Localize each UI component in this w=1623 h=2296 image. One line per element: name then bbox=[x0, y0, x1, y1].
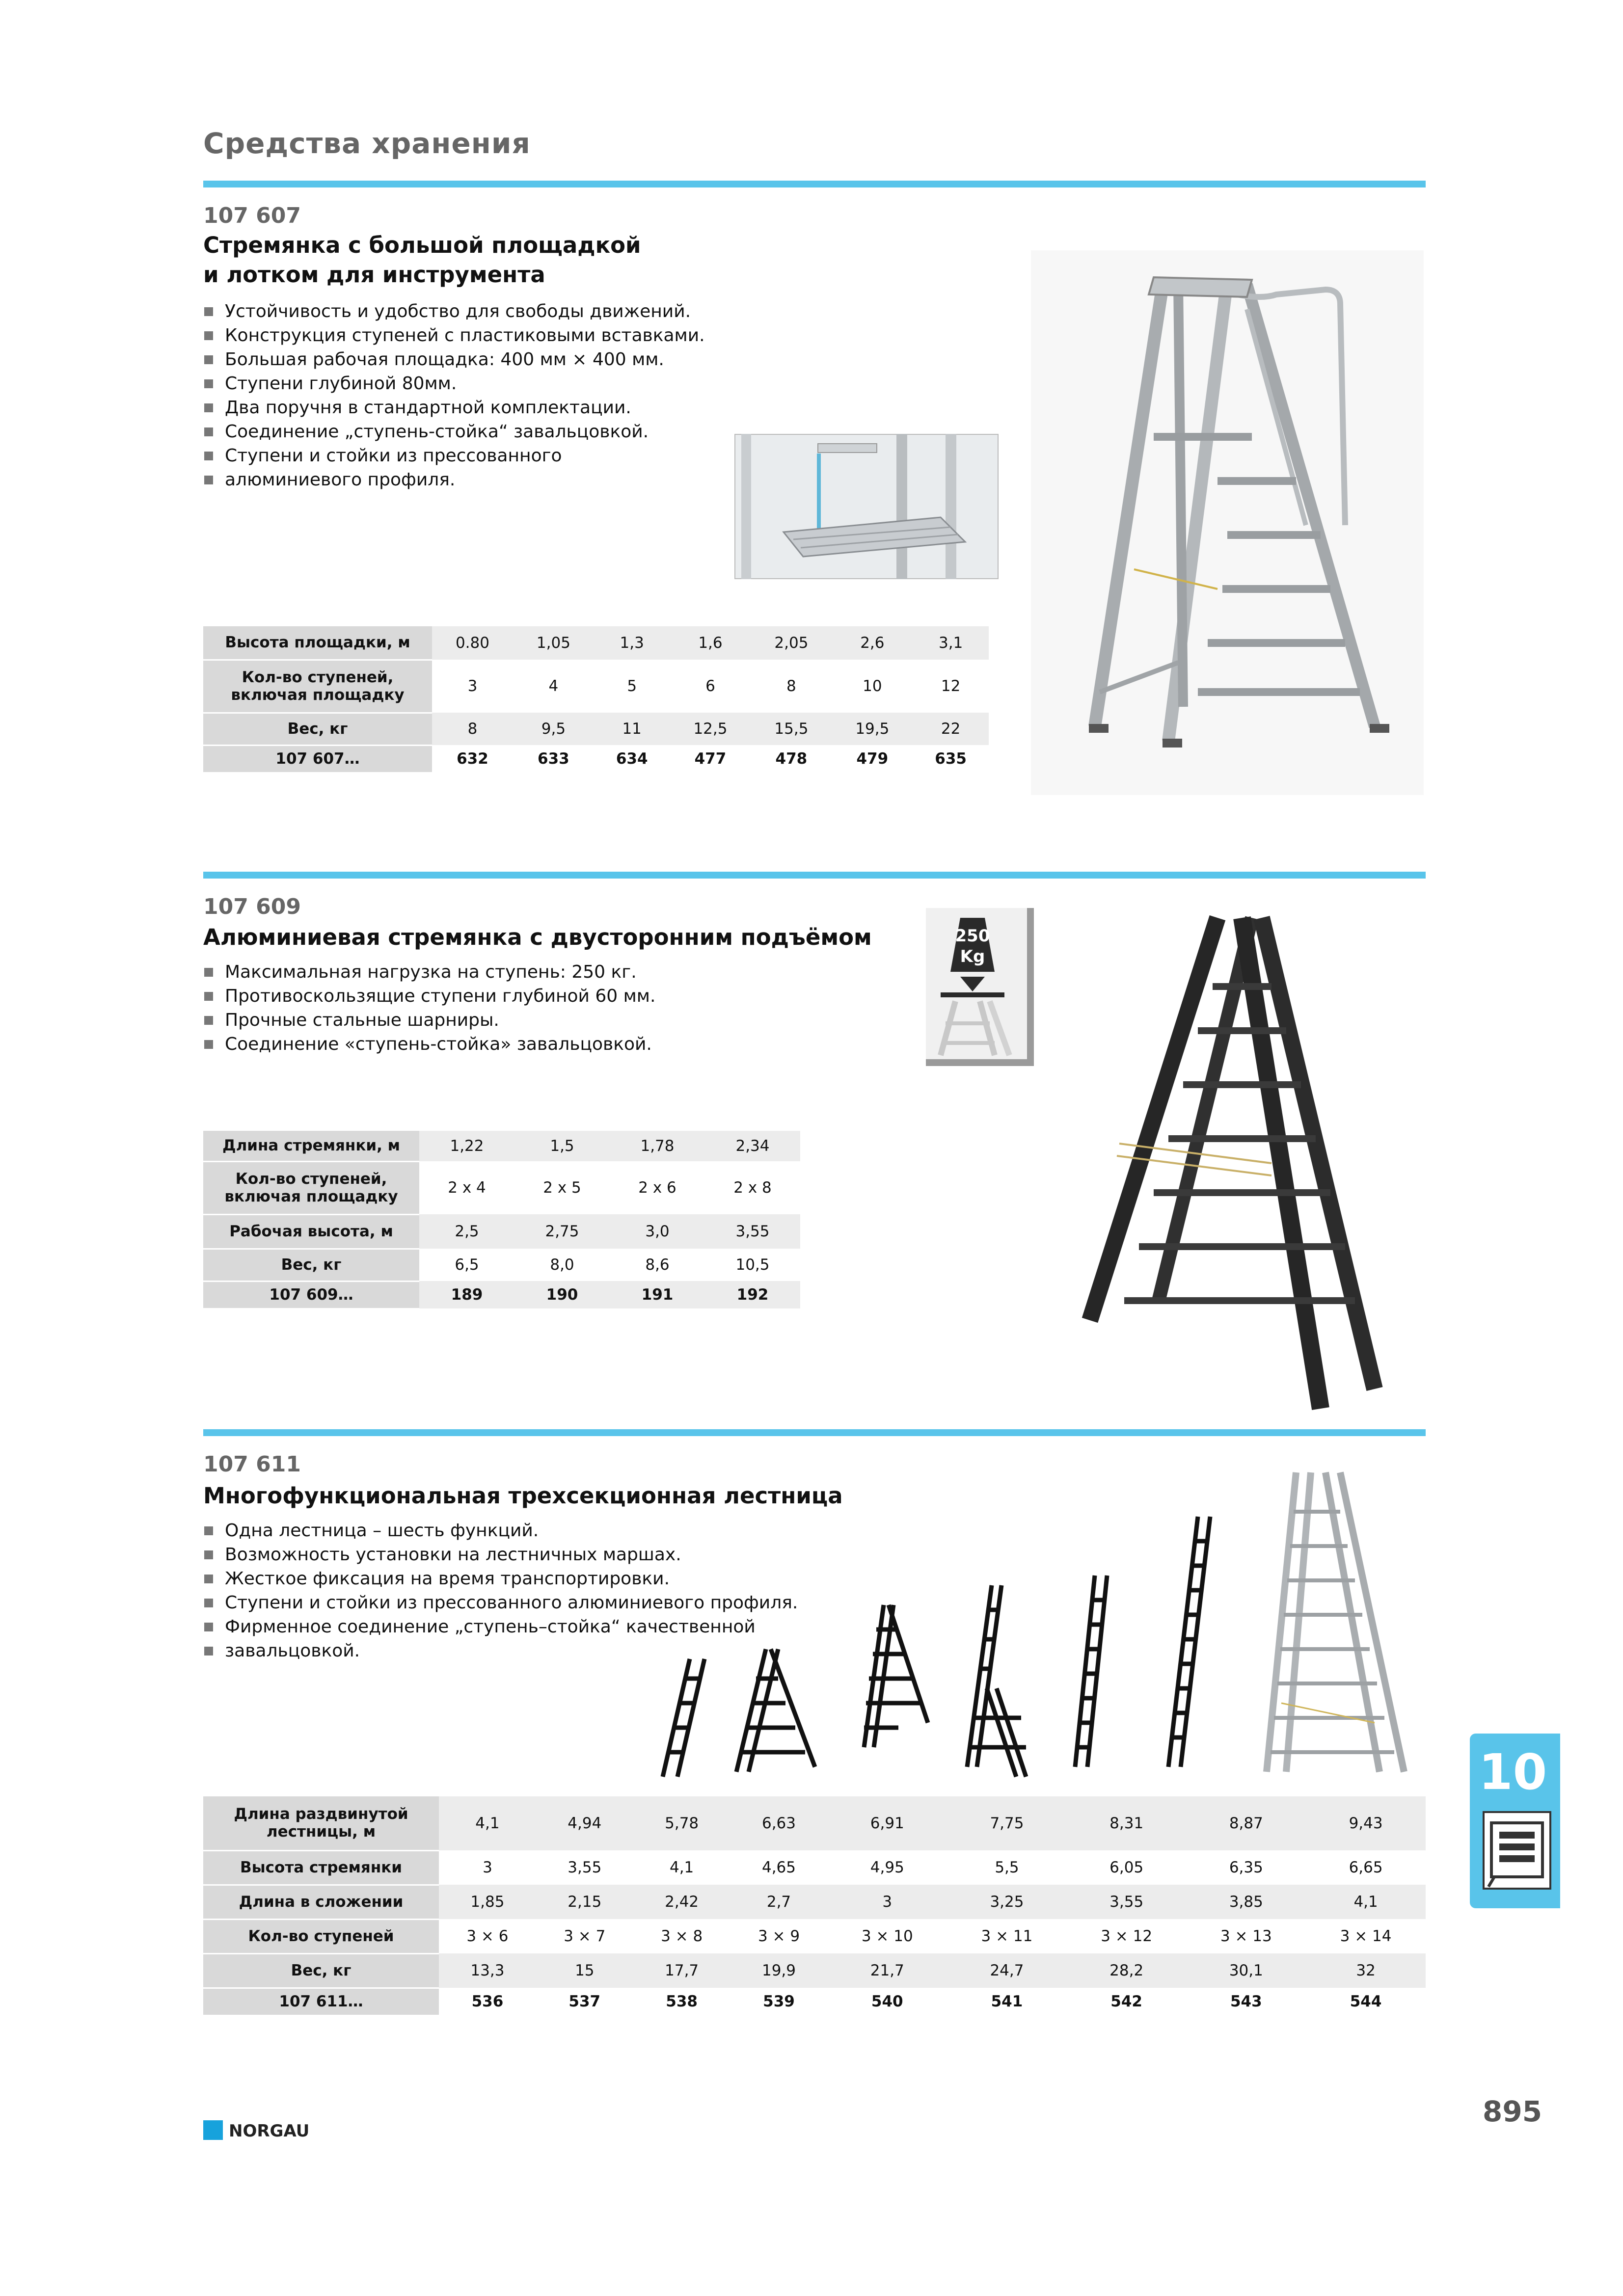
feature-list bbox=[203, 960, 891, 1056]
table-row bbox=[203, 745, 989, 773]
table-row bbox=[203, 1161, 800, 1214]
table-cell: 19,9 bbox=[730, 1953, 828, 1988]
platform-ladder-photo bbox=[1031, 250, 1424, 795]
table-cell: 4 bbox=[548, 677, 559, 695]
table-cell: 32 bbox=[1306, 1953, 1426, 1988]
table-cell: 3,55 bbox=[568, 1859, 602, 1876]
table-cell: 1,05 bbox=[513, 626, 594, 660]
product-code: 107 611 bbox=[203, 1452, 301, 1477]
double-sided-ladder-photo bbox=[1055, 908, 1409, 1423]
badge-unit-text: Kg bbox=[960, 947, 985, 966]
row-header: Длина стремянки, м bbox=[203, 1131, 419, 1161]
table-cell: 10,5 bbox=[735, 1256, 770, 1274]
row-header: Рабочая высота, м bbox=[203, 1214, 419, 1249]
page-title: Средства хранения bbox=[203, 127, 531, 160]
table-cell: 633 bbox=[538, 750, 569, 768]
table-cell: 632 bbox=[457, 750, 488, 768]
brand-logo-square bbox=[203, 2120, 223, 2140]
product-code: 107 609 bbox=[203, 894, 301, 919]
table-row bbox=[203, 1214, 800, 1249]
table-cell: 6,91 bbox=[827, 1796, 947, 1850]
product-title-line: и лотком для инструмента bbox=[203, 262, 545, 288]
table-cell: 3,1 bbox=[913, 626, 989, 660]
table-cell: 2,34 bbox=[705, 1131, 800, 1161]
row-header: Кол-во ступеней, включая площадку bbox=[203, 660, 432, 713]
chapter-tab[interactable] bbox=[1470, 1734, 1560, 1908]
ladder-functions-illustration bbox=[653, 1502, 1242, 1787]
table-cell: 8 bbox=[432, 713, 513, 745]
row-header: 107 611… bbox=[203, 1988, 439, 2015]
table-cell: 2,7 bbox=[730, 1885, 828, 1919]
row-header: 107 607… bbox=[203, 745, 432, 773]
table-cell: 2,15 bbox=[536, 1885, 633, 1919]
feature-item: Соединение «ступень-стойка» завальцовкой. bbox=[203, 1032, 891, 1056]
table-cell: 189 bbox=[419, 1281, 514, 1308]
table-cell: 8,87 bbox=[1187, 1796, 1306, 1850]
table-cell: 3,0 bbox=[610, 1214, 705, 1249]
table-row bbox=[203, 1850, 1426, 1885]
table-cell: 6 bbox=[705, 677, 715, 695]
table-cell: 8,31 bbox=[1067, 1796, 1187, 1850]
table-cell: 3 × 11 bbox=[981, 1927, 1033, 1945]
feature-item: Жесткое фиксация на время транспортировки. bbox=[203, 1567, 891, 1591]
feature-item: завальцовкой. bbox=[203, 1639, 891, 1663]
feature-item: Противоскользящие ступени глубиной 60 мм. bbox=[203, 984, 891, 1008]
feature-item: Фирменное соединение „ступень–стойка“ качественной bbox=[203, 1615, 891, 1639]
product-code: 107 607 bbox=[203, 203, 301, 228]
storage-cabinet-icon bbox=[1483, 1811, 1551, 1890]
table-cell: 10 bbox=[863, 677, 882, 695]
table-cell: 13,3 bbox=[439, 1953, 536, 1988]
table-cell: 539 bbox=[763, 1993, 795, 2010]
table-cell: 538 bbox=[666, 1993, 698, 2010]
table-cell: 3 × 14 bbox=[1340, 1927, 1392, 1945]
table-cell: 28,2 bbox=[1067, 1953, 1187, 1988]
feature-item: Возможность установки на лестничных маршах. bbox=[203, 1543, 891, 1567]
table-cell: 3 × 8 bbox=[661, 1927, 703, 1945]
table-cell: 22 bbox=[913, 713, 989, 745]
table-row bbox=[203, 1953, 1426, 1988]
row-header: Вес, кг bbox=[203, 1953, 439, 1988]
table-cell: 542 bbox=[1110, 1993, 1143, 2010]
table-cell: 6,63 bbox=[730, 1796, 828, 1850]
table-cell: 1,85 bbox=[439, 1885, 536, 1919]
table-cell: 6,65 bbox=[1349, 1859, 1383, 1876]
table-cell: 4,95 bbox=[870, 1859, 904, 1876]
table-cell: 3 × 12 bbox=[1101, 1927, 1153, 1945]
table-cell: 3 × 10 bbox=[861, 1927, 913, 1945]
table-cell: 6,35 bbox=[1229, 1859, 1263, 1876]
row-header: Длина в сложении bbox=[203, 1885, 439, 1919]
table-cell: 3 bbox=[467, 677, 478, 695]
table-cell: 2 x 6 bbox=[638, 1179, 676, 1197]
table-row bbox=[203, 626, 989, 660]
table-cell: 4,65 bbox=[761, 1859, 796, 1876]
table-cell: 3,55 bbox=[705, 1214, 800, 1249]
table-cell: 479 bbox=[856, 750, 889, 768]
spec-table bbox=[203, 1131, 800, 1309]
table-cell: 15,5 bbox=[751, 713, 832, 745]
table-cell: 2 x 5 bbox=[543, 1179, 581, 1197]
feature-item: Конструкция ступеней с пластиковыми вставками. bbox=[203, 323, 743, 347]
brand-name: NORGAU bbox=[229, 2121, 310, 2141]
table-cell: 5,5 bbox=[995, 1859, 1019, 1876]
table-row bbox=[203, 1885, 1426, 1919]
table-cell: 191 bbox=[610, 1281, 705, 1308]
table-cell: 4,1 bbox=[669, 1859, 694, 1876]
product-title bbox=[203, 231, 641, 290]
feature-item: Ступени глубиной 80мм. bbox=[203, 372, 743, 396]
table-cell: 24,7 bbox=[947, 1953, 1067, 1988]
section-rule bbox=[203, 872, 1426, 879]
spec-table bbox=[203, 626, 989, 774]
table-cell: 2,75 bbox=[514, 1214, 610, 1249]
table-cell: 3,25 bbox=[947, 1885, 1067, 1919]
feature-item: алюминиевого профиля. bbox=[203, 468, 743, 492]
table-row bbox=[203, 1131, 800, 1161]
table-cell: 2 x 4 bbox=[448, 1179, 486, 1197]
product-title-line: Алюминиевая стремянка с двусторонним подъёмом bbox=[203, 924, 872, 950]
table-cell: 4,1 bbox=[439, 1796, 536, 1850]
row-header: Вес, кг bbox=[203, 1249, 419, 1281]
table-cell: 30,1 bbox=[1187, 1953, 1306, 1988]
table-cell: 1,3 bbox=[594, 626, 670, 660]
feature-list bbox=[203, 299, 743, 492]
table-cell: 537 bbox=[568, 1993, 601, 2010]
chapter-number: 10 bbox=[1479, 1743, 1547, 1801]
table-cell: 0.80 bbox=[432, 626, 513, 660]
feature-item: Прочные стальные шарниры. bbox=[203, 1008, 891, 1032]
weight-250kg-icon bbox=[926, 908, 1034, 1066]
table-cell: 3,55 bbox=[1067, 1885, 1187, 1919]
table-cell: 3 × 6 bbox=[466, 1927, 509, 1945]
table-cell: 634 bbox=[616, 750, 648, 768]
table-cell: 541 bbox=[991, 1993, 1023, 2010]
feature-item: Два поручня в стандартной комплектации. bbox=[203, 396, 743, 420]
row-header: Длина раздвинутой лестницы, м bbox=[203, 1796, 439, 1850]
table-cell: 540 bbox=[871, 1993, 903, 2010]
table-cell: 12,5 bbox=[670, 713, 751, 745]
table-cell: 2,42 bbox=[633, 1885, 730, 1919]
table-cell: 190 bbox=[514, 1281, 610, 1308]
table-cell: 478 bbox=[775, 750, 808, 768]
table-cell: 5 bbox=[627, 677, 637, 695]
table-cell: 192 bbox=[705, 1281, 800, 1308]
table-cell: 9,43 bbox=[1306, 1796, 1426, 1850]
feature-item: Большая рабочая площадка: 400 мм × 400 мм. bbox=[203, 347, 743, 372]
table-cell: 6,05 bbox=[1109, 1859, 1144, 1876]
row-header: Кол-во ступеней, включая площадку bbox=[203, 1161, 419, 1214]
table-cell: 21,7 bbox=[827, 1953, 947, 1988]
spec-table bbox=[203, 1796, 1426, 2016]
table-row bbox=[203, 713, 989, 745]
feature-item: Одна лестница – шесть функций. bbox=[203, 1519, 891, 1543]
table-cell: 8,0 bbox=[550, 1256, 574, 1274]
product-title-line: Многофункциональная трехсекционная лестница bbox=[203, 1483, 843, 1509]
table-cell: 2 x 8 bbox=[733, 1179, 772, 1197]
table-row bbox=[203, 1796, 1426, 1850]
table-cell: 15 bbox=[536, 1953, 633, 1988]
feature-item: Ступени и стойки из прессованного алюминиевого профиля. bbox=[203, 1591, 891, 1615]
table-row bbox=[203, 1249, 800, 1281]
row-header: Высота площадки, м bbox=[203, 626, 432, 660]
feature-item: Ступени и стойки из прессованного bbox=[203, 444, 743, 468]
table-cell: 3 × 7 bbox=[564, 1927, 606, 1945]
feature-item: Максимальная нагрузка на ступень: 250 кг. bbox=[203, 960, 891, 984]
table-cell: 5,78 bbox=[633, 1796, 730, 1850]
table-cell: 4,1 bbox=[1306, 1885, 1426, 1919]
table-cell: 11 bbox=[594, 713, 670, 745]
table-cell: 544 bbox=[1350, 1993, 1382, 2010]
table-cell: 1,6 bbox=[670, 626, 751, 660]
table-cell: 1,5 bbox=[514, 1131, 610, 1161]
table-cell: 1,78 bbox=[610, 1131, 705, 1161]
row-header: Высота стремянки bbox=[203, 1850, 439, 1885]
table-cell: 543 bbox=[1230, 1993, 1262, 2010]
table-cell: 17,7 bbox=[633, 1953, 730, 1988]
table-cell: 1,22 bbox=[419, 1131, 514, 1161]
table-cell: 9,5 bbox=[513, 713, 594, 745]
table-row bbox=[203, 1281, 800, 1308]
table-cell: 3 bbox=[483, 1859, 492, 1876]
table-row bbox=[203, 660, 989, 713]
table-cell: 7,75 bbox=[947, 1796, 1067, 1850]
table-cell: 2,05 bbox=[751, 626, 832, 660]
table-cell: 19,5 bbox=[832, 713, 913, 745]
table-cell: 4,94 bbox=[536, 1796, 633, 1850]
table-cell: 2,5 bbox=[419, 1214, 514, 1249]
row-header: Кол-во ступеней bbox=[203, 1919, 439, 1953]
table-cell: 3 bbox=[827, 1885, 947, 1919]
section-rule bbox=[203, 181, 1426, 187]
three-section-ladder-photo bbox=[1257, 1468, 1424, 1782]
row-header: 107 609… bbox=[203, 1281, 419, 1308]
table-cell: 6,5 bbox=[455, 1256, 479, 1274]
table-cell: 3 × 9 bbox=[757, 1927, 800, 1945]
table-cell: 2,6 bbox=[832, 626, 913, 660]
badge-weight-text: 250 bbox=[955, 926, 990, 946]
table-cell: 3 × 13 bbox=[1220, 1927, 1272, 1945]
table-cell: 8 bbox=[786, 677, 796, 695]
platform-detail-photo bbox=[734, 434, 999, 579]
page-number: 895 bbox=[1483, 2095, 1542, 2128]
table-row bbox=[203, 1919, 1426, 1953]
table-cell: 477 bbox=[694, 750, 727, 768]
table-cell: 12 bbox=[941, 677, 961, 695]
row-header: Вес, кг bbox=[203, 713, 432, 745]
table-row bbox=[203, 1988, 1426, 2015]
table-cell: 3,85 bbox=[1187, 1885, 1306, 1919]
section-rule bbox=[203, 1429, 1426, 1436]
table-cell: 8,6 bbox=[645, 1256, 670, 1274]
feature-item: Соединение „ступень-стойка“ завальцовкой. bbox=[203, 420, 743, 444]
table-cell: 635 bbox=[935, 750, 967, 768]
feature-item: Устойчивость и удобство для свободы движений. bbox=[203, 299, 743, 323]
product-title bbox=[203, 923, 872, 952]
table-cell: 536 bbox=[471, 1993, 504, 2010]
product-title-line: Стремянка с большой площадкой bbox=[203, 232, 641, 258]
